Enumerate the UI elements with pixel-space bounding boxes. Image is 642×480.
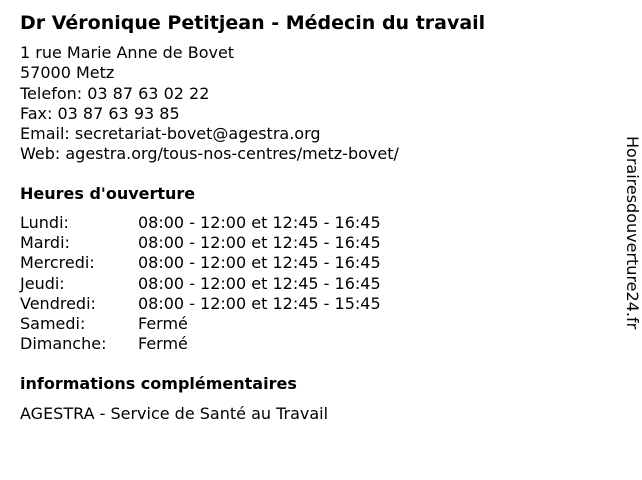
site-watermark: Horairesdouverture24.fr	[623, 136, 642, 330]
time-value: 08:00 - 12:00 et 12:45 - 16:45	[138, 253, 381, 273]
info-text: AGESTRA - Service de Santé au Travail	[20, 404, 329, 423]
address-block	[20, 43, 399, 165]
time-value: 08:00 - 12:00 et 12:45 - 16:45	[138, 273, 381, 293]
day-label: Mardi:	[20, 233, 70, 253]
hours-heading: Heures d'ouverture	[20, 184, 196, 203]
time-value: 08:00 - 12:00 et 12:45 - 16:45	[138, 213, 381, 232]
city-postcode: 57000 Metz	[20, 63, 115, 83]
website: Web: agestra.org/tous-nos-centres/metz-bovet/	[20, 144, 399, 164]
fax-number: Fax: 03 87 63 93 85	[20, 103, 180, 123]
phone-number: Telefon: 03 87 63 02 22	[20, 83, 210, 103]
day-label: Samedi:	[20, 313, 86, 333]
day-label: Mercredi:	[20, 253, 95, 273]
day-label: Vendredi:	[20, 293, 96, 313]
info-heading: informations complémentaires	[20, 374, 297, 393]
time-value: Fermé	[138, 334, 188, 354]
day-label: Jeudi:	[20, 273, 65, 293]
email-address: Email: secretariat-bovet@agestra.org	[20, 124, 321, 144]
time-value: 08:00 - 12:00 et 12:45 - 15:45	[138, 293, 381, 313]
page-title: Dr Véronique Petitjean - Médecin du travail	[20, 12, 486, 34]
day-label: Lundi:	[20, 213, 69, 232]
time-value: Fermé	[138, 313, 188, 333]
time-value: 08:00 - 12:00 et 12:45 - 16:45	[138, 233, 381, 253]
day-label: Dimanche:	[20, 334, 107, 354]
street-address: 1 rue Marie Anne de Bovet	[20, 43, 235, 62]
